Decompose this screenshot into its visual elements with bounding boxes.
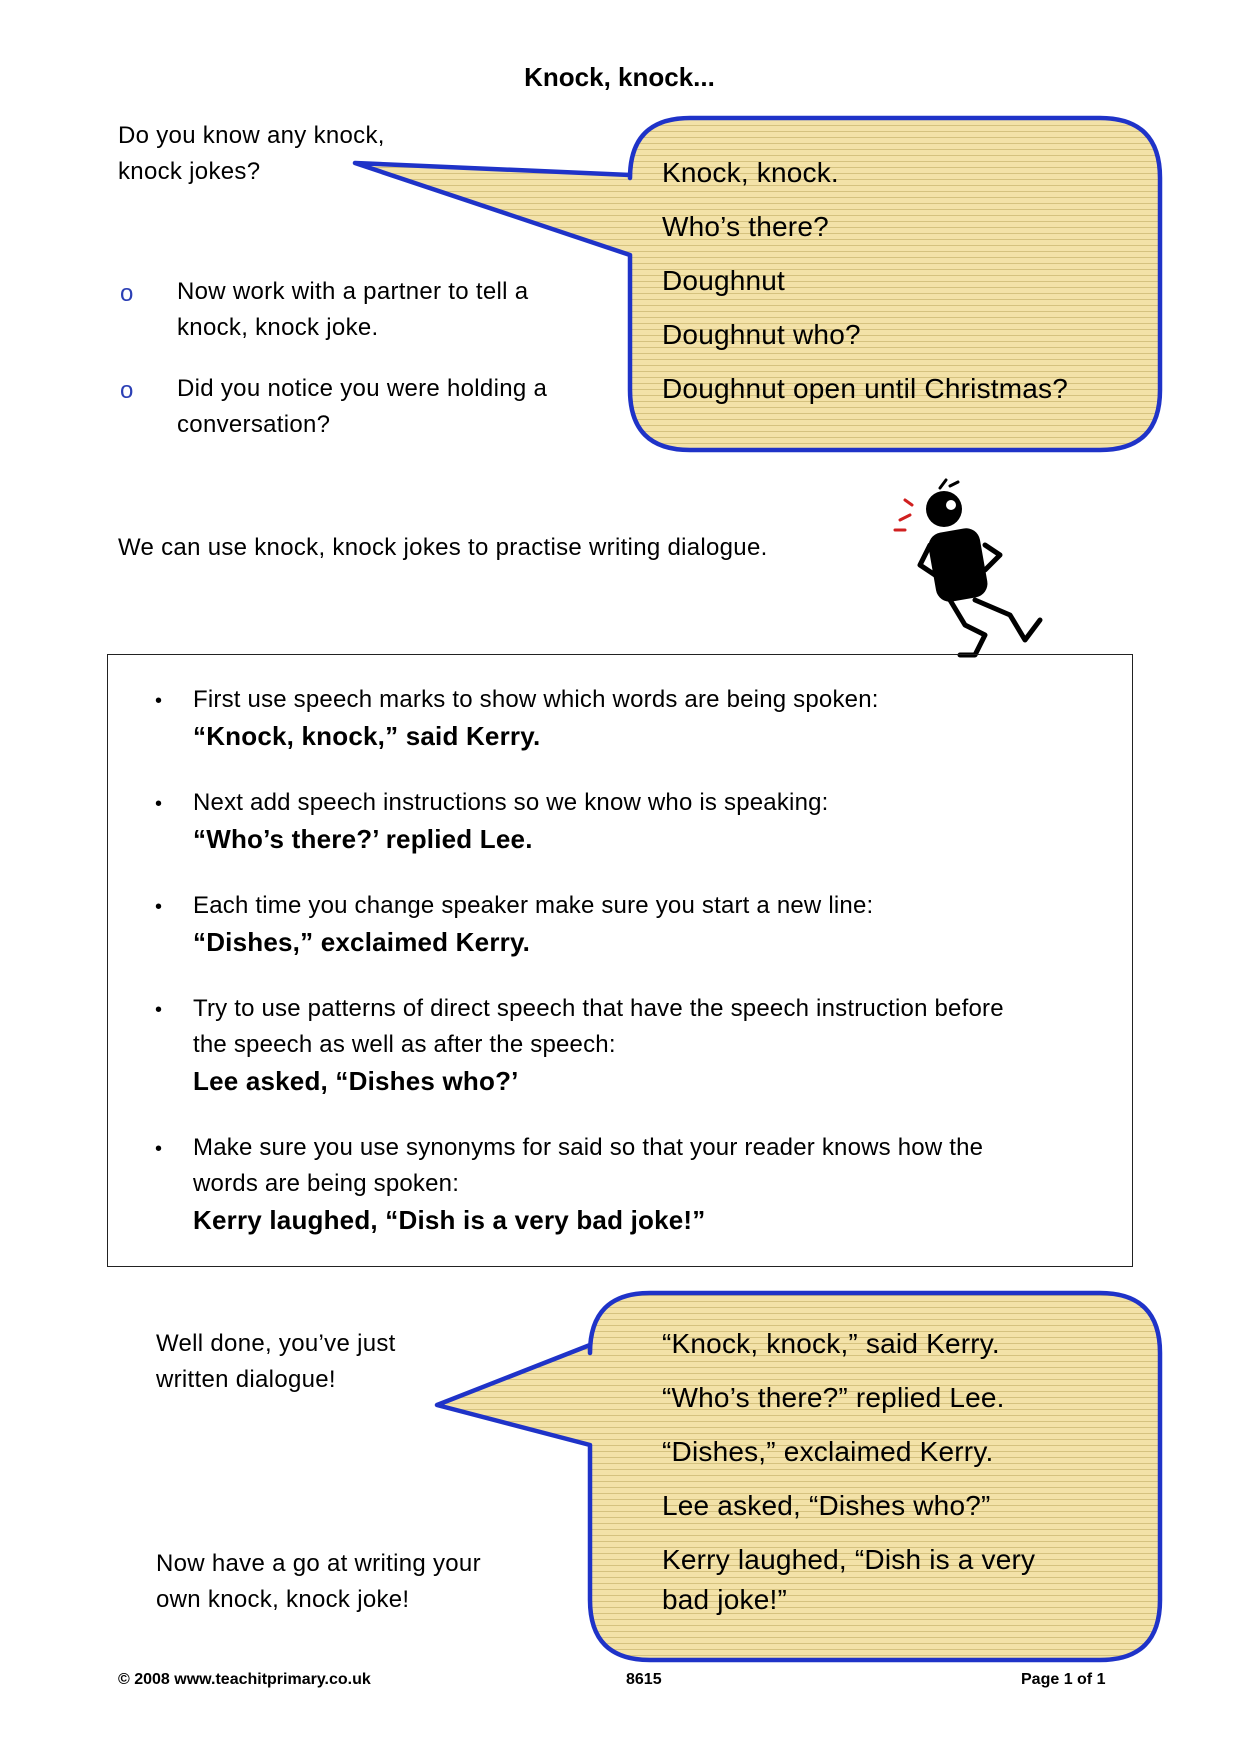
bullet-icon: • (155, 793, 163, 815)
try-it-line: Now have a go at writing your (156, 1550, 481, 1577)
running-person-icon (895, 480, 1040, 655)
bubble-2-line: Lee asked, “Dishes who?” (662, 1490, 991, 1521)
tip-text: words are being spoken: (193, 1170, 460, 1197)
try-it-text (156, 1546, 481, 1618)
tip-item (193, 1130, 1093, 1238)
bullet-icon: • (155, 999, 163, 1021)
tip-text: the speech as well as after the speech: (193, 1031, 616, 1058)
bubble-2-text (662, 1317, 1035, 1627)
tip-example: “Dishes,” exclaimed Kerry. (193, 927, 531, 957)
bubble-2-line: “Dishes,” exclaimed Kerry. (662, 1436, 994, 1467)
well-done-line: Well done, you’ve just (156, 1330, 396, 1357)
tip-example: “Who’s there?’ replied Lee. (193, 824, 533, 854)
task-line: Did you notice you were holding a (177, 375, 548, 402)
bubble-1-text (662, 146, 1068, 416)
tip-item (193, 991, 1093, 1099)
footer-page-number: Page 1 of 1 (1021, 1671, 1106, 1688)
circle-bullet-icon: o (120, 280, 134, 307)
bubble-1-line: Doughnut open until Christmas? (662, 373, 1069, 404)
page-title: Knock, knock... (524, 62, 715, 92)
tip-item (193, 785, 1093, 857)
task-item (177, 371, 547, 443)
bubble-1-line: Doughnut (662, 265, 786, 296)
intro-line-2: knock jokes? (118, 158, 261, 185)
bubble-1-line: Who’s there? (662, 211, 829, 242)
tip-text: Try to use patterns of direct speech that have the speech instruction before (193, 995, 1004, 1022)
dialogue-intro: We can use knock, knock jokes to practise writing dialogue. (118, 534, 768, 561)
tip-item (193, 682, 1093, 754)
tip-example: “Knock, knock,” said Kerry. (193, 721, 541, 751)
footer-code: 8615 (626, 1671, 662, 1688)
well-done-text (156, 1326, 396, 1398)
tip-text: Next add speech instructions so we know who is speaking: (193, 789, 829, 816)
well-done-line: written dialogue! (156, 1366, 336, 1393)
bullet-icon: • (155, 1138, 163, 1160)
try-it-line: own knock, knock joke! (156, 1586, 410, 1613)
footer-copyright: © 2008 www.teachitprimary.co.uk (118, 1671, 371, 1688)
bubble-2-line: “Knock, knock,” said Kerry. (662, 1328, 1000, 1359)
intro-line-1: Do you know any knock, (118, 122, 385, 149)
circle-bullet-icon: o (120, 377, 134, 404)
bubble-2-line: “Who’s there?” replied Lee. (662, 1382, 1005, 1413)
tip-example: Kerry laughed, “Dish is a very bad joke!” (193, 1205, 706, 1235)
task-item (177, 274, 528, 346)
task-line: knock, knock joke. (177, 314, 379, 341)
tip-text: Make sure you use synonyms for said so that your reader knows how the (193, 1134, 984, 1161)
task-line: Now work with a partner to tell a (177, 278, 529, 305)
intro-question (118, 118, 385, 190)
bullet-icon: • (155, 896, 163, 918)
bubble-2-line: bad joke!” (662, 1584, 787, 1615)
tip-text: First use speech marks to show which words are being spoken: (193, 686, 879, 713)
bubble-1-line: Knock, knock. (662, 157, 839, 188)
tip-text: Each time you change speaker make sure you start a new line: (193, 892, 874, 919)
bubble-1-line: Doughnut who? (662, 319, 861, 350)
bubble-2-line: Kerry laughed, “Dish is a very (662, 1544, 1036, 1575)
tip-example: Lee asked, “Dishes who?’ (193, 1066, 519, 1096)
tip-item (193, 888, 1093, 960)
task-line: conversation? (177, 411, 331, 438)
bullet-icon: • (155, 690, 163, 712)
